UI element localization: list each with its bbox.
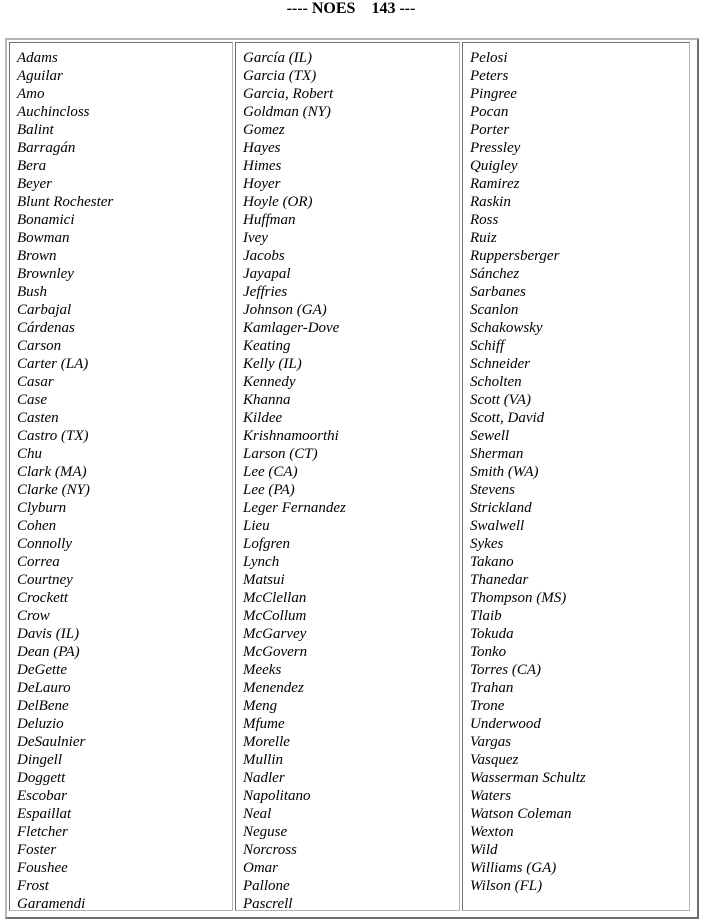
member-name: Hoyle (OR) — [243, 194, 313, 210]
member-name: Barragán — [17, 140, 76, 156]
member-name: Aguilar — [17, 68, 63, 84]
member-name: McGarvey — [243, 626, 307, 642]
member-name: Sewell — [470, 428, 510, 444]
member-name: Johnson (GA) — [243, 302, 327, 318]
member-name: Balint — [17, 122, 54, 138]
member-name: Brownley — [17, 266, 74, 282]
member-name: Jeffries — [243, 284, 288, 300]
member-name: Stevens — [470, 482, 515, 498]
member-name: Vargas — [470, 734, 512, 750]
member-name: Omar — [243, 860, 279, 876]
member-name: Tokuda — [470, 626, 514, 642]
member-name: Sánchez — [470, 266, 520, 282]
member-name: Ramirez — [470, 176, 520, 192]
member-name: Porter — [470, 122, 510, 138]
member-name: Doggett — [17, 770, 66, 786]
member-name: McClellan — [243, 590, 307, 606]
member-name: Scott (VA) — [470, 392, 531, 408]
member-name: Norcross — [243, 842, 297, 858]
member-name: Pressley — [470, 140, 521, 156]
member-name: Case — [17, 392, 47, 408]
member-name: Menendez — [243, 680, 304, 696]
member-name: Escobar — [17, 788, 67, 804]
member-name: McCollum — [243, 608, 307, 624]
member-name: García (IL) — [243, 50, 313, 66]
member-name: DeSaulnier — [17, 734, 86, 750]
member-name: DelBene — [17, 698, 69, 714]
member-name: Williams (GA) — [470, 860, 557, 876]
member-name: Wasserman Schultz — [470, 770, 586, 786]
member-name: Fletcher — [17, 824, 68, 840]
member-name: Meng — [243, 698, 278, 714]
member-name: Correa — [17, 554, 60, 570]
member-name: Pingree — [470, 86, 517, 102]
member-name: Lieu — [243, 518, 270, 534]
member-name: Deluzio — [17, 716, 64, 732]
member-name: Clark (MA) — [17, 464, 87, 480]
noes-column-2 — [235, 42, 460, 911]
member-name: Ruppersberger — [470, 248, 560, 264]
member-name: Strickland — [470, 500, 532, 516]
member-name: Bush — [17, 284, 47, 300]
member-name: Khanna — [243, 392, 291, 408]
member-name: Pelosi — [470, 50, 508, 66]
member-name: Schneider — [470, 356, 530, 372]
member-name: Carter (LA) — [17, 356, 89, 372]
member-name: Waters — [470, 788, 512, 804]
member-name: Neal — [243, 806, 272, 822]
member-name: Goldman (NY) — [243, 104, 331, 120]
member-name: Takano — [470, 554, 514, 570]
member-name: Raskin — [470, 194, 511, 210]
member-name: Hoyer — [243, 176, 281, 192]
member-name: Jacobs — [243, 248, 285, 264]
member-name: Underwood — [470, 716, 541, 732]
member-name: Kennedy — [243, 374, 296, 390]
member-name: Bonamici — [17, 212, 75, 228]
member-name: Neguse — [243, 824, 288, 840]
member-name: Napolitano — [243, 788, 311, 804]
member-name: Amo — [17, 86, 45, 102]
member-name: Garamendi — [17, 896, 86, 912]
member-name: Gomez — [243, 122, 285, 138]
member-name: Tonko — [470, 644, 507, 660]
member-name: Scholten — [470, 374, 522, 390]
member-name: Wexton — [470, 824, 514, 840]
member-name: Huffman — [243, 212, 296, 228]
member-name: Hayes — [243, 140, 281, 156]
member-name: Quigley — [470, 158, 518, 174]
member-name: Leger Fernandez — [243, 500, 346, 516]
member-name: Bowman — [17, 230, 70, 246]
member-name: Pallone — [243, 878, 290, 894]
member-name: Foushee — [17, 860, 68, 876]
member-name: Wild — [470, 842, 498, 858]
member-name: Jayapal — [243, 266, 291, 282]
member-name: Dingell — [17, 752, 62, 768]
member-name: Ross — [470, 212, 499, 228]
member-name: Meeks — [243, 662, 282, 678]
member-name: Crow — [17, 608, 50, 624]
member-name: Keating — [243, 338, 291, 354]
member-name: Pascrell — [243, 896, 293, 912]
member-name: Davis (IL) — [17, 626, 80, 642]
member-name: Cárdenas — [17, 320, 75, 336]
member-name: Chu — [17, 446, 43, 462]
member-name: Kelly (IL) — [243, 356, 302, 372]
member-name: McGovern — [243, 644, 308, 660]
noes-table — [5, 38, 699, 919]
member-name: Adams — [17, 50, 58, 66]
member-name: Auchincloss — [17, 104, 90, 120]
member-name: Sarbanes — [470, 284, 526, 300]
member-name: Lee (PA) — [243, 482, 295, 498]
noes-column-3 — [462, 42, 690, 911]
member-name: Frost — [17, 878, 49, 894]
member-name: Tlaib — [470, 608, 502, 624]
member-name: Casten — [17, 410, 59, 426]
member-name: Castro (TX) — [17, 428, 89, 444]
member-name: Brown — [17, 248, 57, 264]
member-name: Sherman — [470, 446, 524, 462]
member-name: Krishnamoorthi — [243, 428, 339, 444]
member-name: Scott, David — [470, 410, 545, 426]
noes-column-1 — [9, 42, 233, 911]
member-name: Sykes — [470, 536, 504, 552]
member-name: Clarke (NY) — [17, 482, 90, 498]
member-name: DeLauro — [17, 680, 71, 696]
member-name: Kildee — [243, 410, 283, 426]
member-name: Vasquez — [470, 752, 519, 768]
member-name: Himes — [243, 158, 282, 174]
member-name: Larson (CT) — [243, 446, 318, 462]
member-name: Schiff — [470, 338, 505, 354]
member-name: Swalwell — [470, 518, 525, 534]
member-name: Mfume — [243, 716, 285, 732]
member-name: Peters — [470, 68, 509, 84]
member-name: DeGette — [17, 662, 67, 678]
member-name: Trone — [470, 698, 505, 714]
member-name: Nadler — [243, 770, 285, 786]
member-name: Scanlon — [470, 302, 519, 318]
member-name: Dean (PA) — [17, 644, 80, 660]
member-name: Lofgren — [243, 536, 290, 552]
member-name: Ruiz — [470, 230, 497, 246]
member-name: Garcia, Robert — [243, 86, 334, 102]
member-name: Courtney — [17, 572, 73, 588]
member-name: Pocan — [470, 104, 509, 120]
member-name: Beyer — [17, 176, 52, 192]
member-name: Thanedar — [470, 572, 529, 588]
member-name: Mullin — [243, 752, 283, 768]
member-name: Carson — [17, 338, 62, 354]
member-name: Smith (WA) — [470, 464, 539, 480]
member-name: Crockett — [17, 590, 69, 606]
member-name: Morelle — [243, 734, 290, 750]
member-name: Lynch — [243, 554, 280, 570]
member-name: Cohen — [17, 518, 57, 534]
member-name: Connolly — [17, 536, 72, 552]
member-name: Thompson (MS) — [470, 590, 567, 606]
member-name: Garcia (TX) — [243, 68, 317, 84]
member-name: Carbajal — [17, 302, 72, 318]
member-name: Wilson (FL) — [470, 878, 543, 894]
member-name: Ivey — [243, 230, 268, 246]
member-name: Foster — [17, 842, 57, 858]
member-name: Casar — [17, 374, 54, 390]
member-name: Watson Coleman — [470, 806, 572, 822]
member-name: Schakowsky — [470, 320, 543, 336]
member-name: Blunt Rochester — [17, 194, 114, 210]
vote-heading: ---- NOES 143 --- — [286, 0, 416, 17]
member-name: Clyburn — [17, 500, 67, 516]
member-name: Kamlager-Dove — [243, 320, 340, 336]
member-name: Matsui — [243, 572, 285, 588]
member-name: Lee (CA) — [243, 464, 298, 480]
member-name: Torres (CA) — [470, 662, 541, 678]
member-name: Trahan — [470, 680, 514, 696]
member-name: Espaillat — [17, 806, 72, 822]
member-name: Bera — [17, 158, 47, 174]
